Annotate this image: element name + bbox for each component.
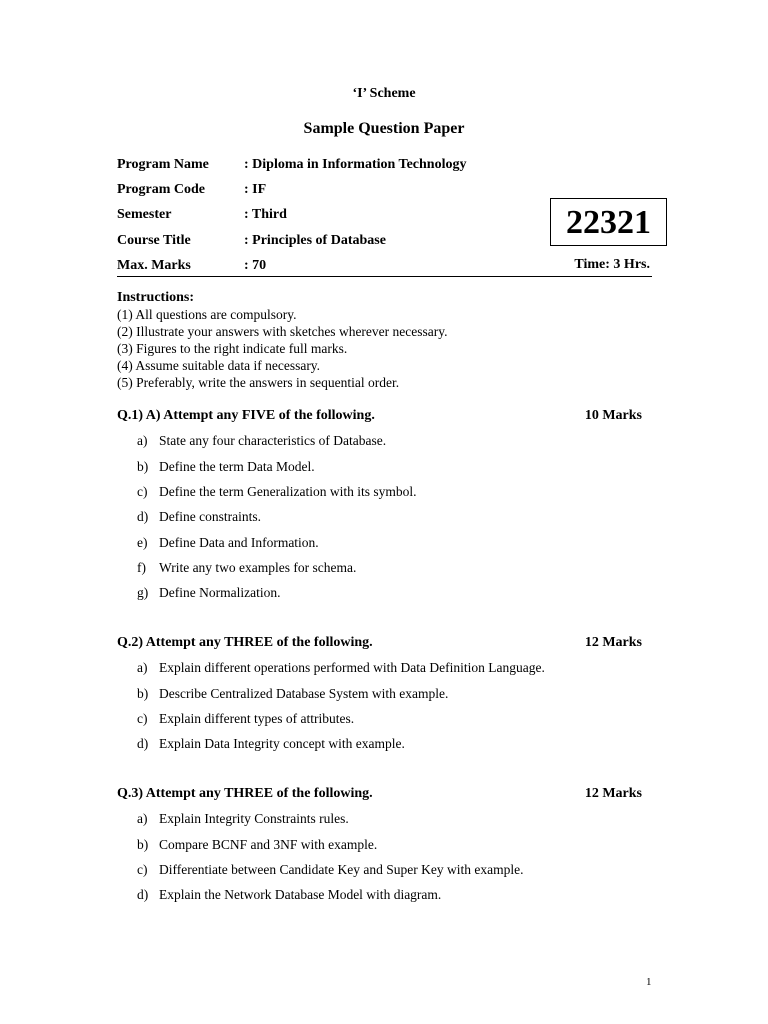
max-marks-value: : 70 (244, 258, 267, 273)
item-letter: b) (137, 837, 149, 852)
question-item (137, 811, 349, 827)
item-text: Describe Centralized Database System with example. (159, 686, 449, 701)
semester-value: : Third (244, 207, 287, 222)
course-title-value: : Principles of Database (244, 233, 386, 248)
instruction-item: (4) Assume suitable data if necessary. (117, 358, 321, 373)
item-text: Define the term Data Model. (159, 459, 315, 474)
instructions-heading: Instructions: (117, 290, 195, 305)
item-text: Define Data and Information. (159, 535, 319, 550)
course-code-box: 22321 (550, 198, 667, 246)
item-letter: c) (137, 484, 148, 499)
header-divider (117, 276, 652, 277)
question-item (137, 509, 261, 525)
question-item (137, 837, 377, 853)
question-item (137, 686, 448, 702)
item-text: Explain the Network Database Model with diagram. (159, 887, 442, 902)
item-letter: a) (137, 811, 148, 826)
item-letter: b) (137, 459, 149, 474)
question-1-marks: 10 Marks (584, 408, 642, 423)
item-letter: g) (137, 585, 149, 600)
course-title-label: Course Title (117, 233, 191, 248)
item-letter: d) (137, 736, 149, 751)
question-item (137, 484, 417, 500)
item-text: Define the term Generalization with its symbol. (159, 484, 417, 499)
instruction-item: (2) Illustrate your answers with sketches wherever necessary. (117, 324, 448, 339)
item-letter: d) (137, 509, 149, 524)
question-item (137, 433, 386, 449)
scheme-label: ‘I’ Scheme (352, 86, 416, 101)
page-number: 1 (646, 976, 652, 988)
max-marks-label: Max. Marks (117, 258, 191, 273)
item-letter: c) (137, 862, 148, 877)
item-letter: a) (137, 660, 148, 675)
item-letter: e) (137, 535, 148, 550)
paper-title: Sample Question Paper (303, 120, 465, 137)
item-letter: f) (137, 560, 146, 575)
instruction-item: (5) Preferably, write the answers in sequential order. (117, 375, 400, 390)
program-code-value: : IF (244, 182, 267, 197)
item-text: Explain Data Integrity concept with example. (159, 736, 405, 751)
item-text: Write any two examples for schema. (159, 560, 357, 575)
question-3-marks: 12 Marks (584, 786, 642, 801)
program-name-value: : Diploma in Information Technology (244, 157, 467, 172)
question-item (137, 585, 280, 601)
question-item (137, 560, 356, 576)
item-text: Define constraints. (159, 509, 261, 524)
question-item (137, 862, 524, 878)
instruction-item: (3) Figures to the right indicate full marks. (117, 341, 348, 356)
question-item (137, 535, 319, 551)
semester-label: Semester (117, 207, 172, 222)
item-letter: b) (137, 686, 149, 701)
item-text: Explain different operations performed with Data Definition Language. (159, 660, 545, 675)
item-text: Compare BCNF and 3NF with example. (159, 837, 378, 852)
item-text: Define Normalization. (159, 585, 281, 600)
question-item (137, 887, 441, 903)
question-2-heading: Q.2) Attempt any THREE of the following. (117, 635, 373, 650)
question-item (137, 711, 354, 727)
program-code-label: Program Code (117, 182, 205, 197)
question-1-heading: Q.1) A) Attempt any FIVE of the following. (117, 408, 375, 423)
program-name-label: Program Name (117, 157, 209, 172)
item-text: State any four characteristics of Database. (159, 433, 387, 448)
item-letter: c) (137, 711, 148, 726)
question-item (137, 736, 405, 752)
question-2-marks: 12 Marks (584, 635, 642, 650)
question-item (137, 459, 315, 475)
question-item (137, 660, 545, 676)
question-3-heading: Q.3) Attempt any THREE of the following. (117, 786, 373, 801)
item-text: Differentiate between Candidate Key and Super Key with example. (159, 862, 524, 877)
item-text: Explain different types of attributes. (159, 711, 355, 726)
exam-time: Time: 3 Hrs. (574, 257, 650, 272)
item-letter: d) (137, 887, 149, 902)
instruction-item: (1) All questions are compulsory. (117, 307, 297, 322)
item-letter: a) (137, 433, 148, 448)
item-text: Explain Integrity Constraints rules. (159, 811, 349, 826)
